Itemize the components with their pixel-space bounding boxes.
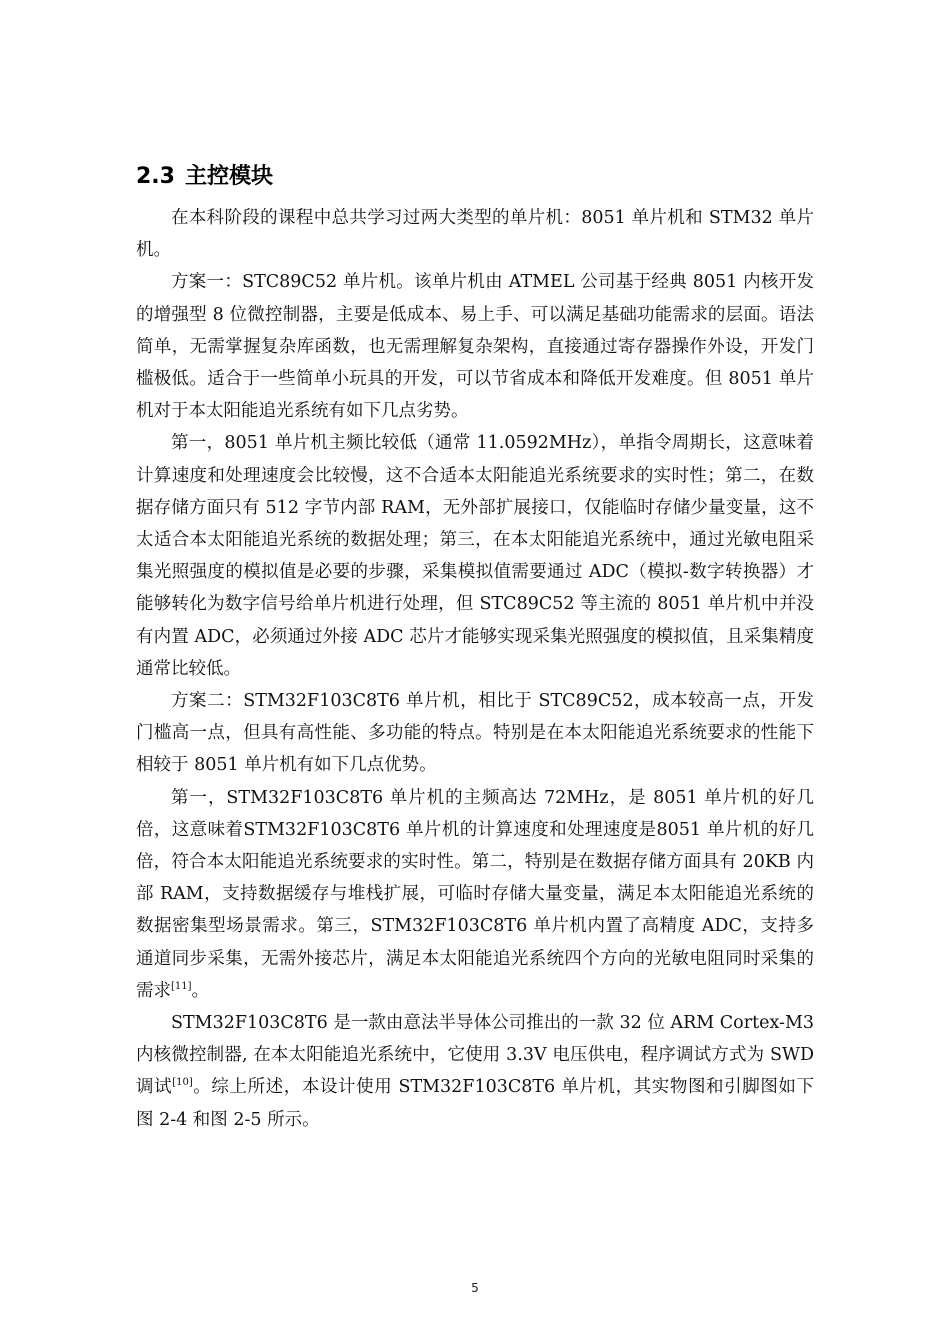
citation: [10] [172,1077,193,1089]
paragraph-text: 方案二：STM32F103C8T6 单片机，相比于 STC89C52，成本较高一点，开发门槛高一点，但具有高性能、多功能的特点。特别是在本太阳能追光系统要求的性能下相较于 8051 单片机有如下几点优势。 [136,691,814,776]
paragraph-text: 方案一：STC89C52 单片机。该单片机由 ATMEL 公司基于经典 8051 内核开发的增强型 8 位微控制器，主要是低成本、易上手、可以满足基础功能需求的层面。语法简单，无需掌握复杂库函数，也无需理解复杂架构，直接通过寄存器操作外设，开发门槛极低。适合于一些简单小玩具的开发，可以节省成本和降低开发难度。但 8051 单片机对于本太阳能追光系统有如下几点劣势。 [136,272,814,422]
paragraph-option-one [136,266,814,427]
paragraph-text: 第一，8051 单片机主频比较低（通常 11.0592MHz），单指令周期长，这意味着计算速度和处理速度会比较慢，这不合适本太阳能追光系统要求的实时性；第二，在数据存储方面只有 512 字节内部 RAM，无外部扩展接口，仅能临时存储少量变量，这不太适合本太阳能追光系统的数据处理；第三，在本太阳能追光系统中，通过光敏电阻采集光照强度的模拟值是必要的步骤，采集模拟值需要通过 ADC（模拟-数字转换器）才能够转化为数字信号给单片机进行处理，但 STC89C52 等主流的 8051 单片机中并没有内置 ADC，必须通过外接 ADC 芯片才能够实现采集光照强度的模拟值，且采集精度通常比较低。 [136,433,814,679]
page-number: 5 [471,1281,479,1295]
paragraph-text: STM32F103C8T6 是一款由意法半导体公司推出的一款 32 位 ARM Cortex-M3 内核微控制器, 在本太阳能追光系统中，它使用 3.3V 电压供电，程序调试方式为 SWD 调试 [136,1013,814,1098]
paragraph-text-end: 。 [191,980,210,1001]
paragraph-option-two-advantages [136,782,814,1007]
paragraph-text: 第一，STM32F103C8T6 单片机的主频高达 72MHz，是 8051 单片机的好几倍，这意味着STM32F103C8T6 单片机的计算速度和处理速度是8051 单片机的好几倍，符合本太阳能追光系统要求的实时性。第二，特别是在数据存储方面具有 20KB 内部 RAM，支持数据缓存与堆栈扩展，可临时存储大量变量，满足本太阳能追光系统的数据密集型场景需求。第三，STM32F103C8T6 单片机内置了高精度 ADC，支持多通道同步采集，无需外接芯片，满足本太阳能追光系统四个方向的光敏电阻同时采集的需求 [136,787,814,1001]
paragraph-conclusion [136,1007,814,1136]
paragraph-text-end: 。综上所述，本设计使用 STM32F103C8T6 单片机，其实物图和引脚图如下图 2-4 和图 2-5 所示。 [136,1077,814,1130]
citation: [11] [171,981,192,993]
paragraph-option-two [136,685,814,782]
paragraph-option-one-drawbacks [136,427,814,685]
paragraph-intro [136,202,814,266]
paragraph-text: 在本科阶段的课程中总共学习过两大类型的单片机：8051 单片机和 STM32 单片机。 [136,208,814,261]
section-heading [136,160,273,194]
section-title: 主控模块 [184,164,273,189]
body-text [136,202,814,1136]
section-number: 2.3 [136,164,175,189]
